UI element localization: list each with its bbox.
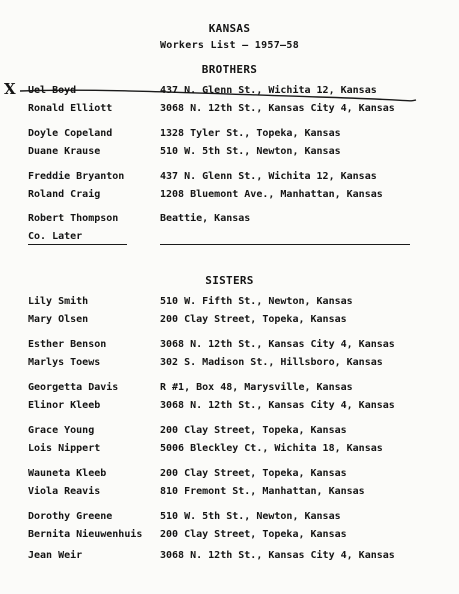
sisters-entry-name: Grace Young [28,425,95,436]
sisters-entry [0,339,459,353]
brothers-entry-address: 3068 N. 12th St., Kansas City 4, Kansas [160,103,395,114]
state-title: KANSAS [208,22,251,35]
signature-rule-left [28,244,127,245]
list-subtitle: Workers List – 1957–58 [159,40,300,51]
sisters-entry [0,486,459,500]
sisters-entry-address: 510 W. 5th St., Newton, Kansas [160,511,341,522]
sisters-entry-address: 200 Clay Street, Topeka, Kansas [160,425,347,436]
sisters-entry-name: Bernita Nieuwenhuis [28,529,143,540]
sisters-entry-name: Lily Smith [28,296,89,307]
brothers-entry-name: Uel Boyd [28,85,77,96]
sisters-entry-address: 200 Clay Street, Topeka, Kansas [160,314,347,325]
brothers-entry [0,171,459,185]
brothers-entry-name: Robert Thompson [28,213,119,224]
brothers-entry [0,213,459,227]
sisters-entry-address: 200 Clay Street, Topeka, Kansas [160,529,347,540]
brothers-entry-address: 437 N. Glenn St., Wichita 12, Kansas [160,171,377,182]
sisters-entry [0,468,459,482]
sisters-entry-address: 810 Fremont St., Manhattan, Kansas [160,486,365,497]
sisters-entry-name: Elinor Kleeb [28,400,101,411]
brothers-entry [0,189,459,203]
brothers-entry-name: Freddie Bryanton [28,171,125,182]
sisters-entry-address: 5006 Bleckley Ct., Wichita 18, Kansas [160,443,383,454]
sisters-entry-address: 3068 N. 12th St., Kansas City 4, Kansas [160,550,395,561]
sisters-entry-name: Georgetta Davis [28,382,119,393]
brothers-entry-address: Beattie, Kansas [160,213,251,224]
sisters-entry-address: R #1, Box 48, Marysville, Kansas [160,382,353,393]
brothers-entry-address: 437 N. Glenn St., Wichita 12, Kansas [160,85,377,96]
brothers-entry-name: Duane Krause [28,146,101,157]
sisters-entry [0,511,459,525]
sisters-entry [0,400,459,414]
brothers-entry [0,231,459,245]
brothers-entry-name: Co. Later [28,231,83,242]
brothers-entry [0,103,459,117]
sisters-entry [0,296,459,310]
sisters-entry-name: Viola Reavis [28,486,101,497]
sisters-entry-name: Wauneta Kleeb [28,468,107,479]
brothers-entry-address: 510 W. 5th St., Newton, Kansas [160,146,341,157]
sisters-entry-address: 200 Clay Street, Topeka, Kansas [160,468,347,479]
sisters-entry-name: Esther Benson [28,339,107,350]
sisters-entry-name: Marlys Toews [28,357,101,368]
sisters-entry-name: Lois Nippert [28,443,101,454]
sisters-entry [0,425,459,439]
sisters-entry [0,357,459,371]
sisters-entry [0,529,459,543]
sisters-entry [0,443,459,457]
brothers-entry-name: Doyle Copeland [28,128,113,139]
brothers-entry [0,85,459,99]
sisters-heading: SISTERS [205,274,254,287]
sisters-entry [0,382,459,396]
sisters-entry-name: Mary Olsen [28,314,89,325]
sisters-entry [0,314,459,328]
sisters-entry-name: Jean Weir [28,550,83,561]
sisters-entry-address: 3068 N. 12th St., Kansas City 4, Kansas [160,339,395,350]
brothers-entry-name: Roland Craig [28,189,101,200]
brothers-entry [0,146,459,160]
sisters-entry-address: 3068 N. 12th St., Kansas City 4, Kansas [160,400,395,411]
brothers-entry-name: Ronald Elliott [28,103,113,114]
brothers-entry-address: 1328 Tyler St., Topeka, Kansas [160,128,341,139]
sisters-entry [0,550,459,564]
brothers-entry [0,128,459,142]
handwritten-x-mark: X [4,80,16,98]
brothers-heading: BROTHERS [201,63,258,76]
brothers-entry-address: 1208 Bluemont Ave., Manhattan, Kansas [160,189,383,200]
sisters-entry-address: 302 S. Madison St., Hillsboro, Kansas [160,357,383,368]
sisters-entry-address: 510 W. Fifth St., Newton, Kansas [160,296,353,307]
signature-rule-right [160,244,410,245]
sisters-entry-name: Dorothy Greene [28,511,113,522]
